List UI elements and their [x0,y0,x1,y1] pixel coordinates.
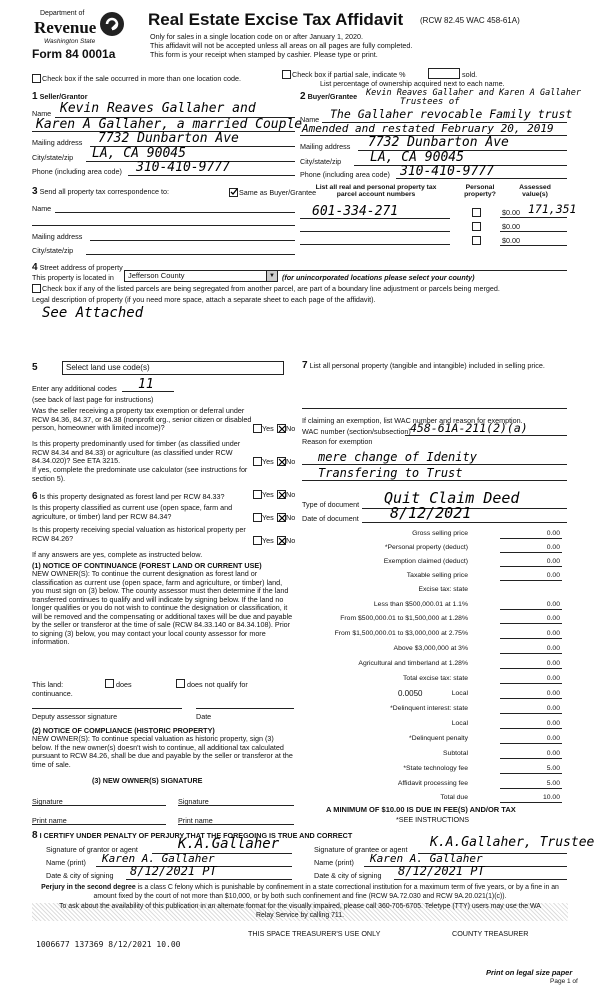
perjury-text: is a class C felony which is punishable by confinement in a state correctional institution for a maximum term of five years, or by a fine in an amount fixed by the court of not more than $10,000, or by both such confinement and fine (RCW 9A.72.030 and RCW 9A.20.021(1)(c)). [93,884,559,900]
minimum-note: A MINIMUM OF $10.00 IS DUE IN FEE(S) AND/OR TAX [326,805,516,814]
parcel-value-2[interactable]: $0.00 [502,222,520,231]
corr-mailing-label: Mailing address [32,232,83,241]
calc-value[interactable]: 0.00 [546,630,560,637]
calc-value[interactable]: 0.00 [546,690,560,697]
does-checkbox[interactable] [105,679,114,688]
continuance-label: continuance. [32,689,73,698]
s5-q1-yes-checkbox[interactable] [253,424,262,433]
buyer-mailing-label: Mailing address [300,142,351,151]
does-label: does [116,680,132,689]
calc-label: Agricultural and timberland at 1.28% [358,660,468,667]
legal-size-note: Print on legal size paper [486,968,573,977]
doc-type-value[interactable]: Quit Claim Deed [384,489,520,507]
wac-value[interactable]: 458-61A-211(2)(a) [410,421,528,435]
see-instructions: *SEE INSTRUCTIONS [396,815,470,824]
s6-q2-yes-checkbox[interactable] [253,513,262,522]
s5-q2: Is this property predominantly used for timber (as classified under RCW 84.34 and 84.33) or agriculture (as classified under RCW 84.34.020)? See ETA 3215. [32,439,241,465]
reason-line-2[interactable]: Transfering to Trust [318,466,463,480]
calc-value[interactable]: 5.00 [546,765,560,772]
grantor-name-value[interactable]: Karen A. Gallaher [102,852,215,865]
calc-value[interactable]: 0.00 [546,660,560,667]
calc-label: *State technology fee [403,765,468,772]
correspondence-heading-text: Send all property tax correspondence to: [39,187,170,196]
street-heading-text: Street address of property [39,263,123,272]
calc-value[interactable]: 0.00 [546,675,560,682]
parcel-number-1[interactable]: 601-334-271 [312,204,399,219]
deputy-sig-label: Deputy assessor signature [32,712,118,721]
section7-heading-text: List all personal property (tangible and intangible) included in selling price. [309,361,545,370]
calc-label: *Personal property (deduct) [384,544,468,551]
s5-q2b: If yes, complete the predominate use calculator (see instructions for section 5). [32,465,248,483]
owner-sig-label-1: Signature [32,797,63,806]
reason-label: Reason for exemption [302,437,373,446]
grantee-name-value[interactable]: Karen A. Gallaher [370,852,483,865]
s6-q3: Is this property receiving special valuation as historical property per RCW 84.26? [32,525,246,543]
parcel-col-numbers: List all real and personal property tax parcel account numbers [315,184,437,198]
doc-date-label: Date of document [302,514,359,523]
does-not-label: does not qualify for [187,680,248,689]
s6-q1-no-checkbox[interactable] [277,490,286,499]
wac-label: WAC number (section/subsection) [302,427,411,436]
calc-value[interactable]: 0.00 [546,558,560,565]
section7-num: 7 [302,360,308,371]
chevron-down-icon: ▼ [266,271,277,281]
does-not-checkbox[interactable] [176,679,185,688]
grantee-sig-label: Signature of grantee or agent [314,845,408,854]
calc-value[interactable]: 0.00 [546,544,560,551]
access-notice: To ask about the availability of this publication in an alternate format for the visually impaired, please call 360-705-6705. Teletype (TTY) users may use the WA Relay Service by calling 711. [59,903,541,919]
grantor-sig-label: Signature of grantor or agent [46,845,138,854]
doc-date-value[interactable]: 8/12/2021 [390,504,472,522]
parcel-personal-checkbox-3[interactable] [472,236,481,245]
grantee-name-label: Name (print) [314,858,354,867]
seller-phone-label: Phone (including area code) [32,167,122,176]
seller-mailing-value[interactable]: 7732 Dunbarton Ave [98,131,239,146]
calc-label: Total due [440,794,468,801]
buyer-name-label: Name [300,115,320,124]
seller-name-line2[interactable]: Karen A Gallaher, a married Couple [36,117,303,132]
buyer-heading [300,91,357,102]
buyer-phone-label: Phone (including area code) [300,170,390,179]
segregated-label: Check box if any of the listed parcels are being segregated from another parcel, are part of a boundary line adjustment or parcels being merged. [42,284,500,293]
multi-location-label: Check box if the sale occurred in more than one location code. [42,74,241,83]
seller-mailing-label: Mailing address [32,138,83,147]
s6-q1-yes: Yes [262,490,274,499]
calc-value[interactable]: 0.00 [546,615,560,622]
s5-q1-no-checkbox[interactable] [277,424,286,433]
s6-q3-yes: Yes [262,536,274,545]
grantor-date-label: Date & city of signing [46,871,114,880]
parcel-value-1[interactable]: $0.00 [502,208,520,217]
s5-q1-yes: Yes [262,424,274,433]
local-rate: 0.0050 [398,689,423,698]
revenue-logo [30,8,130,60]
calc-label: Affidavit processing fee [397,780,468,787]
calc-label: Subtotal [443,750,468,757]
calc-label: From $500,000.01 to $1,500,000 at 1.28% [340,615,468,622]
form-rcw: (RCW 82.45 WAC 458-61A) [420,16,520,25]
correspondence-heading [32,186,169,197]
calc-label: Excise tax: state [418,586,468,593]
cashier-stamp: 1006677 137369 8/12/2021 10.00 [36,940,181,949]
s6-q3-no-checkbox[interactable] [277,536,286,545]
grantor-signature[interactable]: K.A.Gallaher [178,836,280,852]
seller-num: 1 [32,91,38,102]
calc-label: Local [451,720,468,727]
s6-q2: Is this property classified as current use (open space, farm and agriculture, or timber) land per RCW 84.34? [32,503,233,521]
parcel-value-hw-1[interactable]: 171,351 [528,202,577,216]
page-number: Page 1 of [550,978,578,985]
unincorporated-note: (for unincorporated locations please select your county) [282,273,475,282]
buyer-num: 2 [300,91,306,102]
partial-sale-label: Check box if partial sale, indicate % [292,70,406,79]
section5-num: 5 [32,362,38,373]
sold-label: sold. [462,70,478,79]
legal-desc-label: Legal description of property (if you need more space, attach a separate sheet to each page of the affidavit). [32,295,376,304]
grantee-date-label: Date & city of signing [314,871,382,880]
exemption-label: If claiming an exemption, list WAC number and reason for exemption. [302,416,523,425]
correspondence-num: 3 [32,186,38,197]
logo-circle-icon [100,12,124,36]
additional-codes-value[interactable]: 11 [138,377,154,392]
logo-revenue-text: Revenue [34,18,97,37]
calc-label: Local [451,690,468,697]
calc-label: *Delinquent interest: state [390,705,468,712]
county-select-value: Jefferson County [128,271,185,280]
certify-text: I CERTIFY UNDER PENALTY OF PERJURY THAT THE FOREGOING IS TRUE AND CORRECT [39,831,353,840]
s6-if-yes: If any answers are yes, complete as instructed below. [32,550,203,559]
s5-q1: Was the seller receiving a property tax exemption or deferral under RCW 84.36, 84.37, or 84.38 (nonprofit org., senior citizen or disabled person, homeowner with limited income)? [32,406,252,432]
s6-q1-yes-checkbox[interactable] [253,490,262,499]
calc-value[interactable]: 0.00 [546,572,560,579]
owner-sig-label-2: Signature [178,797,209,806]
notice2-title: (2) NOTICE OF COMPLIANCE (HISTORIC PROPERTY) [32,726,215,735]
s6-q2-no-checkbox[interactable] [277,513,286,522]
section7-heading [302,362,567,371]
calc-value[interactable]: 10.00 [542,794,560,801]
multi-location-checkbox[interactable] [32,74,41,83]
s5-q2-no: No [286,457,296,466]
header-line-1: Only for sales in a single location code on or after January 1, 2020. [150,32,363,41]
calc-label: *Delinquent penalty [409,735,468,742]
header-line-2: This affidavit will not be accepted unless all areas on all pages are fully completed. [150,41,413,50]
parcel-personal-checkbox-2[interactable] [472,222,481,231]
buyer-heading-text: Buyer/Grantee [307,92,358,101]
buyer-name-sub[interactable]: Trustees of [400,97,460,107]
seller-city-label: City/state/zip [32,153,74,162]
legal-desc-value[interactable]: See Attached [42,305,144,321]
calc-value[interactable]: 0.00 [546,601,560,608]
buyer-city-value[interactable]: LA, CA 90045 [370,150,464,165]
land-use-select-label: Select land use code(s) [66,363,150,372]
calc-label: From $1,500,000.01 to $3,000,000 at 2.75% [334,630,468,637]
buyer-name-line1[interactable]: The Gallaher revocable Family trust [330,107,573,121]
grantor-date-value[interactable]: 8/12/2021 PT [130,864,217,878]
s6-q1-no: No [286,490,296,499]
buyer-phone-value[interactable]: 310-410-9777 [400,164,494,179]
corr-name-label: Name [32,204,52,213]
additional-codes-label: Enter any additional codes [32,384,117,393]
calc-label: Taxable selling price [406,572,468,579]
perjury-notice [32,884,568,901]
calc-value[interactable]: 0.00 [546,530,560,537]
notice2-text: NEW OWNER(S): To continue special valuation as historic property, sign (3) below. If the new owner(s) doesn't wish to continue, all additional tax calculated pursuant to RCW 84.26, shall be due and payable by the seller or transferor at the time of sale. [32,734,293,769]
treasurer-use: THIS SPACE TREASURER'S USE ONLY [248,929,381,938]
notice1-text: NEW OWNER(S): To continue the current designation as forest land or classification as current use (open space, farm and agriculture, or timber) land, you must sign on (3) below. The county assessor must then determine if the land transferred continues to qualify and will indicate by signing below. If the land no longer qualifies or you do not wish to continue the designation or classification, it will be removed and the compensating or additional taxes will be due and payable by the seller or transferor at the time of sale (RCW 84.33.140 or 84.34.108). Prior to signing (3) below, you may contact your local county assessor for more information. [32,569,293,647]
logo-dept-text: Department of [40,10,85,17]
partial-sale-checkbox[interactable] [282,70,291,79]
s6-q3-yes-checkbox[interactable] [253,536,262,545]
corr-city-label: City/state/zip [32,246,74,255]
s5-q2-no-checkbox[interactable] [277,457,286,466]
calc-value[interactable]: 0.00 [546,705,560,712]
street-num: 4 [32,262,38,273]
grantee-signature[interactable]: K.A.Gallaher, Trustee [430,835,595,850]
parcel-personal-checkbox-1[interactable] [472,208,481,217]
s6-q3-no: No [286,536,296,545]
seller-name-label: Name [32,109,52,118]
new-owner-sig-title: (3) NEW OWNER(S) SIGNATURE [92,776,203,785]
s6-q1: Is this property designated as forest land per RCW 84.33? [39,492,225,501]
calc-value[interactable]: 0.00 [546,645,560,652]
grantee-date-value[interactable]: 8/12/2021 PT [398,864,485,878]
owner-print-label-2: Print name [178,816,213,825]
calc-value[interactable]: 0.00 [546,750,560,757]
calc-label: Gross selling price [412,530,468,537]
calc-label: Total excise tax: state [403,675,468,682]
reason-line-1[interactable]: mere change of Idenity [318,450,477,464]
owner-print-label-1: Print name [32,816,67,825]
seller-city-value[interactable]: LA, CA 90045 [92,146,186,161]
partial-percent-input[interactable] [428,68,460,79]
s6-q2-no: No [286,513,296,522]
deputy-date-label: Date [196,712,212,721]
ownership-note: List percentage of ownership acquired next to each name. [320,79,505,88]
form-title: Real Estate Excise Tax Affidavit [148,10,404,29]
header-line-3: This form is your receipt when stamped by cashier. Please type or print. [150,50,378,59]
s5-q2-yes: Yes [262,457,274,466]
buyer-city-label: City/state/zip [300,157,342,166]
same-as-buyer-label: Same as Buyer/Grantee [239,188,317,197]
logo-state-text: Washington State [44,38,96,45]
street-heading [32,262,123,273]
seller-name-line1[interactable]: Kevin Reaves Gallaher and [60,101,256,116]
section8-num: 8 [32,830,38,841]
parcel-col-assessed: Assessed value(s) [519,184,551,198]
access-notice-box [32,903,568,921]
section6-num: 6 [32,491,38,502]
parcel-col-personal: Personal property? [464,184,496,198]
notice1-title: (1) NOTICE OF CONTINUANCE (FOREST LAND OR CURRENT USE) [32,561,262,570]
buyer-mailing-value[interactable]: 7732 Dunbarton Ave [368,135,509,150]
calc-label: Less than $500,000.01 at 1.1% [373,601,468,608]
doc-type-label: Type of document [302,500,360,509]
perjury-bold: Perjury in the second degree [41,884,136,891]
buyer-name-line2[interactable]: Amended and restated February 20, 2019 [302,122,554,135]
seller-phone-value[interactable]: 310-410-9777 [136,160,230,175]
segregated-checkbox[interactable] [32,284,41,293]
calc-value[interactable]: 0.00 [546,735,560,742]
s6-q1-row [32,491,225,502]
parcel-value-3[interactable]: $0.00 [502,236,520,245]
grantor-name-label: Name (print) [46,858,86,867]
this-land-label: This land: [32,680,64,689]
s6-q2-yes: Yes [262,513,274,522]
buyer-name-top[interactable]: Kevin Reaves Gallaher and Karen A Gallaher [366,88,581,98]
county-select[interactable] [124,270,278,282]
calc-value[interactable]: 0.00 [546,720,560,727]
calc-label: Exemption claimed (deduct) [383,558,468,565]
see-back-note: (see back of last page for instructions) [32,395,154,404]
county-treasurer: COUNTY TREASURER [452,929,529,938]
land-use-select[interactable] [62,361,284,375]
s5-q2-yes-checkbox[interactable] [253,457,262,466]
located-label: This property is located in [32,273,114,282]
calc-label: Above $3,000,000 at 3% [393,645,468,652]
calc-value[interactable]: 5.00 [546,780,560,787]
same-as-buyer-checkbox[interactable] [229,188,238,197]
seller-heading-text: Seller/Grantor [39,92,88,101]
form-number: Form 84 0001a [32,47,116,61]
s5-q1-no: No [286,424,296,433]
